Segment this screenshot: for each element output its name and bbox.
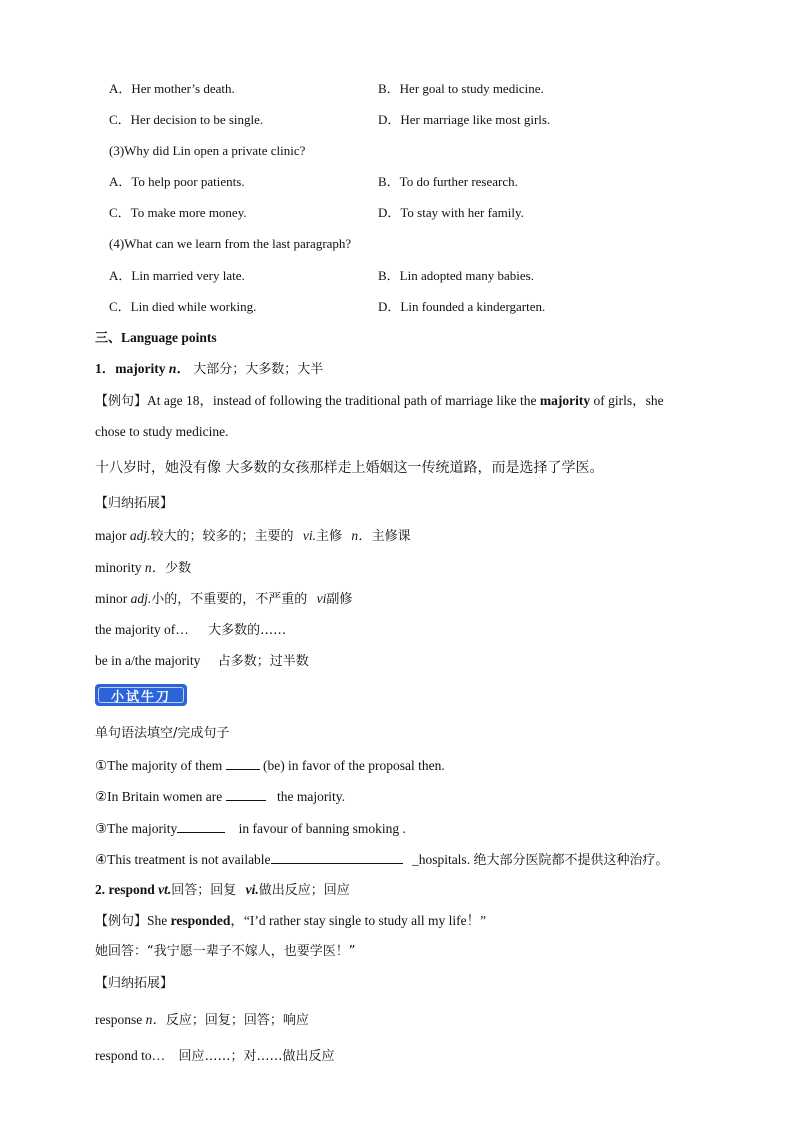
point2-vt: vt. [158, 882, 172, 897]
exercise-sentence-2 [95, 789, 345, 804]
point2-example [95, 914, 486, 928]
point2-example-post: ，“I’d rather stay single to study all my life！” [230, 913, 487, 928]
example-keyword: majority [539, 393, 591, 408]
s2-blank[interactable] [226, 789, 266, 801]
point2-expand-tag: 【归纳拓展】 [95, 976, 174, 991]
q4-option-d: D．Lin founded a kindergarten. [378, 299, 546, 314]
q3-option-b: B．To do further research. [378, 174, 518, 189]
point1-example-line2: chose to study medicine. [95, 424, 229, 439]
phrase1-entry [95, 623, 286, 637]
s1-pre: ①The majority of them [95, 758, 223, 773]
minority-pos: n． [144, 560, 166, 575]
q2-option-c: C．Her decision to be single. [109, 112, 264, 127]
major-word: major [95, 528, 127, 543]
point2-vi-meaning: 做出反应；回应 [258, 883, 350, 898]
q3-option-a: A．To help poor patients. [109, 174, 245, 189]
exercise-sentence-3 [95, 821, 406, 836]
q3-option-c: C．To make more money. [109, 205, 247, 220]
q3-question: (3)Why did Lin open a private clinic? [109, 143, 306, 158]
phrase2-entry [95, 654, 309, 668]
major-vi-meaning: 主修 [316, 529, 343, 544]
q4-option-c: C．Lin died while working. [109, 299, 257, 314]
phrase1: the majority of… [95, 622, 189, 637]
s3-pre: ③The majority [95, 821, 178, 836]
s3-post: in favour of banning smoking . [238, 821, 406, 836]
major-n-meaning: 主修课 [371, 529, 411, 544]
exercise-sentence-1 [95, 758, 445, 773]
point1-heading [95, 362, 323, 376]
phrase2: be in a/the majority [95, 653, 201, 668]
major-n: n． [351, 528, 372, 543]
point1-example [95, 394, 664, 408]
minor-pos: adj. [130, 591, 152, 606]
point2-label: 2. respond [95, 882, 155, 897]
s4-chinese: 绝大部分医院都不提供这种治疗。 [473, 853, 669, 868]
major-pos: adj. [129, 528, 151, 543]
point1-label: 1．majority [95, 361, 166, 376]
phrase1-meaning: 大多数的…… [208, 623, 287, 638]
major-meaning: 较大的；较多的；主要的 [150, 529, 294, 544]
q4-option-b: B．Lin adopted many babies. [378, 268, 534, 283]
point2-translation: 她回答：“我宁愿一辈子不嫁人，也要学医！” [95, 944, 356, 959]
practice-badge [95, 684, 187, 706]
example-text-post: of girls，she [590, 393, 664, 408]
response-word: response [95, 1012, 143, 1027]
s2-post: the majority. [276, 789, 346, 804]
q2-option-a: A．Her mother’s death. [109, 81, 235, 96]
response-entry [95, 1013, 309, 1027]
s2-pre: ②In Britain women are [95, 789, 223, 804]
minor-entry [95, 592, 352, 606]
example-tag: 【例句】 [95, 394, 148, 409]
point2-example-tag: 【例句】 [95, 914, 148, 929]
respond-to-phrase: respond to… [95, 1048, 166, 1063]
point1-pos: n． [168, 361, 190, 376]
q2-option-b: B．Her goal to study medicine. [378, 81, 544, 96]
q4-option-a: A．Lin married very late. [109, 268, 245, 283]
s4-post: _hospitals. [411, 852, 471, 867]
response-meaning: 反应；回复；回答；响应 [165, 1013, 309, 1028]
minority-entry [95, 561, 191, 575]
example-text-pre: At age 18，instead of following the traditional path of marriage like the [147, 393, 540, 408]
minority-word: minority [95, 560, 142, 575]
minor-word: minor [95, 591, 128, 606]
response-pos: n． [145, 1012, 166, 1027]
q3-option-d: D．To stay with her family. [378, 205, 524, 220]
s4-pre: ④This treatment is not available [95, 852, 271, 867]
point1-expand-tag: 【归纳拓展】 [95, 496, 174, 511]
section-heading [95, 331, 217, 345]
minor-vi-meaning: 副修 [326, 592, 353, 607]
s1-post: (be) in favor of the proposal then. [262, 758, 445, 773]
q2-option-d: D．Her marriage like most girls. [378, 112, 551, 127]
point2-vt-meaning: 回答；回复 [171, 883, 237, 898]
major-vi: vi. [302, 528, 317, 543]
point1-meaning: 大部分；大多数；大半 [193, 362, 324, 377]
s3-blank[interactable] [177, 821, 225, 833]
section-title: Language points [121, 330, 217, 345]
major-entry [95, 529, 411, 543]
q4-question: (4)What can we learn from the last paragraph? [109, 236, 352, 251]
point2-example-keyword: responded [170, 913, 231, 928]
point2-heading [95, 883, 350, 897]
respond-to-entry [95, 1049, 335, 1063]
phrase2-meaning: 占多数；过半数 [217, 654, 309, 669]
point2-vi: vi. [245, 882, 259, 897]
point1-translation: 十八岁时，她没有像 大多数的女孩那样走上婚姻这一传统道路，而是选择了学医。 [95, 460, 604, 476]
s1-blank[interactable] [226, 758, 260, 770]
minor-meaning: 小的，不重要的，不严重的 [151, 592, 308, 607]
minority-meaning: 少数 [165, 561, 192, 576]
section-number: 三、 [95, 331, 122, 346]
s4-blank[interactable] [271, 852, 403, 864]
point2-example-pre: She [147, 913, 171, 928]
respond-to-meaning: 回应……；对……做出反应 [178, 1049, 335, 1064]
exercise-instruction: 单句语法填空/完成句子 [95, 726, 230, 741]
exercise-sentence-4 [95, 852, 668, 867]
badge-label: 小试牛刀 [110, 689, 171, 705]
minor-vi: vi [316, 591, 327, 606]
